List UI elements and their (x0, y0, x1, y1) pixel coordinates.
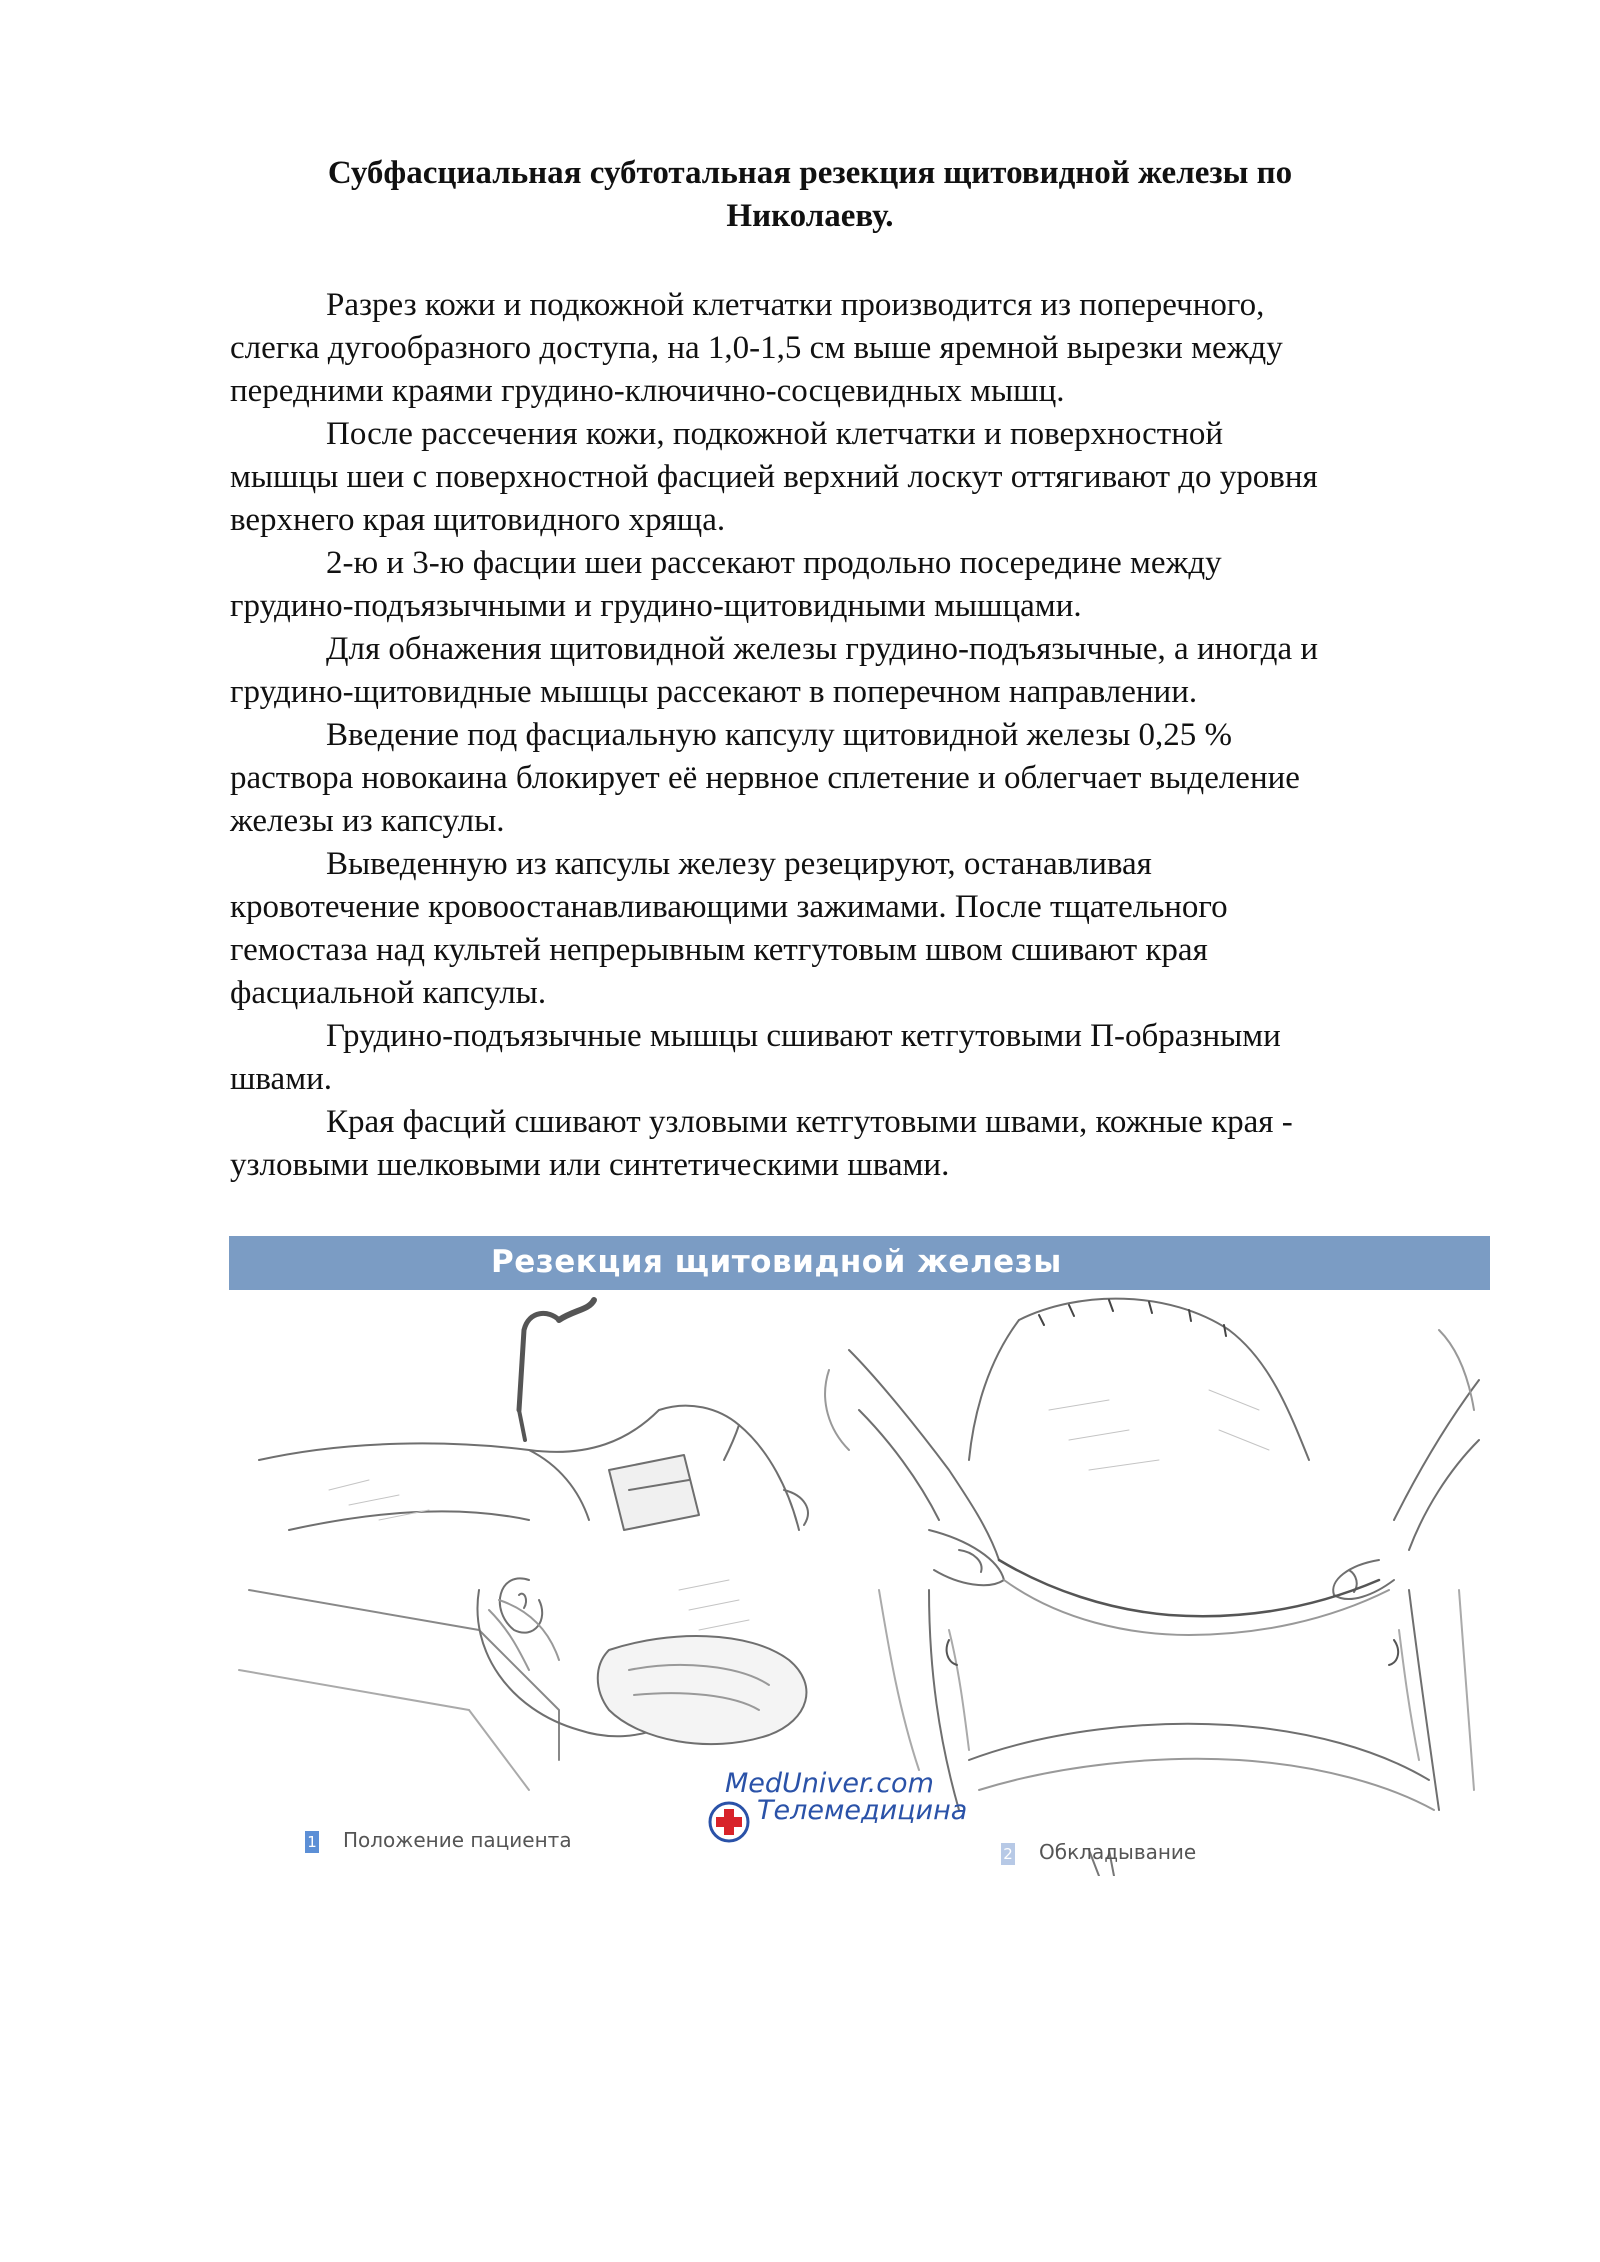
text-line: Разрез кожи и подкожной клетчатки производится из поперечного, (326, 287, 1265, 323)
text-line: железы из капсулы. (230, 803, 505, 839)
caption-1 (305, 1828, 572, 1853)
paragraph-3 (230, 542, 1480, 628)
title-line-1: Субфасциальная субтотальная резекция щитовидной железы по (327, 155, 1293, 191)
paragraph-7 (230, 1015, 1480, 1101)
figure-banner (229, 1236, 1490, 1290)
paragraph-2 (230, 413, 1480, 542)
text-line: гемостаза над культей непрерывным кетгутовым швом сшивают края (230, 932, 1208, 968)
caption-2 (1001, 1840, 1196, 1865)
watermark-subtitle: Телемедицина (757, 1795, 968, 1826)
red-cross-icon (707, 1800, 751, 1844)
watermark-site: MedUniver.com (725, 1768, 934, 1799)
paragraph-6 (230, 843, 1480, 1015)
meduniver-watermark (707, 1768, 967, 1826)
text-line: мышцы шеи с поверхностной фасцией верхний лоскут оттягивают до уровня (230, 459, 1318, 495)
text-line: раствора новокаина блокирует её нервное сплетение и облегчает выделение (230, 760, 1300, 796)
text-line: Края фасций сшивают узловыми кетгутовыми швами, кожные края - (326, 1104, 1293, 1140)
paragraph-4 (230, 628, 1480, 714)
text-line: Выведенную из капсулы железу резецируют, останавливая (326, 846, 1152, 882)
caption-1-text: Положение пациента (343, 1828, 572, 1852)
text-line: грудино-подъязычными и грудино-щитовидными мышцами. (230, 588, 1082, 624)
caption-1-number: 1 (305, 1831, 319, 1853)
text-line: узловыми шелковыми или синтетическими швами. (230, 1147, 950, 1183)
text-line: передними краями грудино-ключично-сосцевидных мышц. (230, 373, 1065, 409)
caption-2-number: 2 (1001, 1843, 1015, 1865)
text-line: Грудино-подъязычные мышцы сшивают кетгутовыми П-образными (326, 1018, 1281, 1054)
text-line: слегка дугообразного доступа, на 1,0-1,5 см выше яремной вырезки между (230, 330, 1283, 366)
paragraph-1 (230, 284, 1480, 413)
paragraph-8 (230, 1101, 1480, 1187)
text-line: фасциальной капсулы. (230, 975, 547, 1011)
surgery-illustration (229, 1236, 1490, 1876)
title-line-2: Николаеву. (726, 198, 894, 234)
text-line: Для обнажения щитовидной железы грудино-подъязычные, а иногда и (326, 631, 1319, 667)
text-line: грудино-щитовидные мышцы рассекают в поперечном направлении. (230, 674, 1198, 710)
text-line: швами. (230, 1061, 332, 1097)
text-line: После рассечения кожи, подкожной клетчатки и поверхностной (326, 416, 1224, 452)
document-body (230, 284, 1480, 1187)
text-line: верхнего края щитовидного хряща. (230, 502, 726, 538)
caption-2-text: Обкладывание (1039, 1840, 1197, 1864)
text-line: 2-ю и 3-ю фасции шеи рассекают продольно посередине между (326, 545, 1222, 581)
patient-position-drawing (239, 1300, 808, 1790)
text-line: Введение под фасциальную капсулу щитовидной железы 0,25 % (326, 717, 1233, 753)
paragraph-5 (230, 714, 1480, 843)
text-line: кровотечение кровоостанавливающими зажимами. После тщательного (230, 889, 1228, 925)
document-title (230, 152, 1390, 238)
figure-banner-title: Резекция щитовидной железы (491, 1244, 1062, 1280)
